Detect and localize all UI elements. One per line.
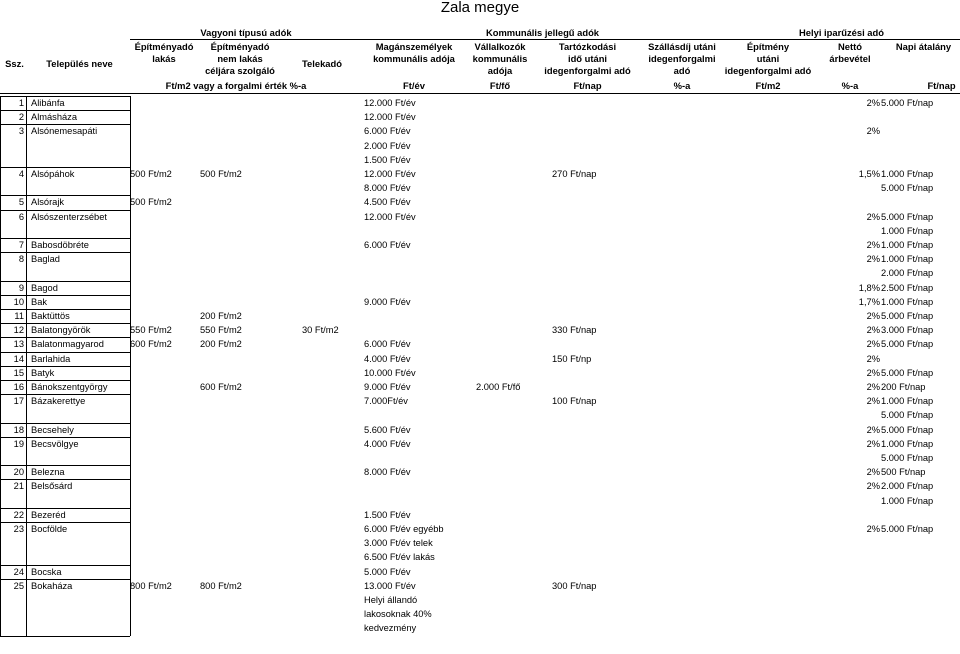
- settlement-name: Balatongyörök: [31, 325, 91, 336]
- row-number: 2: [18, 112, 24, 123]
- column-header-maganszemelyek: kommunális adója: [373, 53, 455, 64]
- row-number: 22: [13, 509, 24, 520]
- value-napi: 5.000 Ft/nap: [881, 339, 934, 350]
- column-header-szallasdij: Szállásdíj utáni: [648, 41, 716, 52]
- value-maganszemelyek: kedvezmény: [364, 623, 417, 634]
- unit-napi: Ft/nap: [927, 80, 956, 91]
- column-header-epitmeny-nemlakas: nem lakás: [217, 53, 263, 64]
- settlement-name: Alsónemesapáti: [31, 126, 98, 137]
- value-netto-pct: 2%: [866, 240, 880, 250]
- row-number: 9: [18, 282, 24, 293]
- row-number: 8: [18, 254, 24, 265]
- value-napi: 5.000 Ft/nap: [881, 367, 934, 378]
- value-napi: 1.000 Ft/nap: [881, 438, 934, 449]
- value-nemlakas: 200 Ft/m2: [200, 311, 242, 321]
- row-number: 20: [13, 467, 24, 478]
- column-header-netto: árbevétel: [829, 53, 871, 64]
- value-netto-pct: 2%: [866, 524, 880, 534]
- settlement-name: Bokaháza: [31, 580, 73, 591]
- value-tartozkodasi: 100 Ft/nap: [552, 396, 597, 407]
- row-number: 16: [13, 382, 24, 392]
- row-separator: [0, 636, 130, 637]
- value-maganszemelyek: 9.000 Ft/év: [364, 382, 411, 392]
- settlement-name: Bázakerettye: [31, 396, 86, 407]
- header-bottom-line: [0, 93, 960, 94]
- column-header-napi: Napi átalány: [895, 41, 952, 52]
- unit-vall: Ft/fő: [489, 80, 511, 91]
- value-napi: 1.000 Ft/nap: [881, 396, 934, 407]
- value-netto-pct: 2%: [866, 382, 880, 392]
- grid-line: [362, 39, 723, 40]
- value-nemlakas: 550 Ft/m2: [200, 325, 242, 336]
- row-number: 6: [18, 211, 24, 222]
- column-header-epitmeny-ifa: idegenforgalmi adó: [724, 65, 812, 76]
- row-number: 7: [18, 240, 24, 250]
- value-maganszemelyek: 3.000 Ft/év telek: [364, 538, 433, 549]
- value-napi: 500 Ft/nap: [881, 467, 926, 478]
- value-napi: 5.000 Ft/nap: [881, 424, 934, 435]
- value-netto-pct: 1,5%: [858, 169, 880, 179]
- value-maganszemelyek: 5.600 Ft/év: [364, 424, 411, 435]
- value-nemlakas: 500 Ft/m2: [200, 169, 242, 179]
- value-maganszemelyek: 6.500 Ft/év lakás: [364, 552, 435, 563]
- unit-epit: Ft/m2: [755, 80, 781, 91]
- column-header-vallalkozok: Vállalkozók: [474, 41, 526, 52]
- settlement-name: Alsópáhok: [31, 169, 75, 179]
- column-header-maganszemelyek: Magánszemélyek: [375, 41, 453, 52]
- value-maganszemelyek: 4.000 Ft/év: [364, 438, 411, 449]
- value-nemlakas: 200 Ft/m2: [200, 339, 242, 350]
- settlement-name: Bocfölde: [31, 524, 68, 534]
- value-maganszemelyek: 7.000Ft/év: [364, 396, 408, 407]
- settlement-name: Bak: [31, 296, 48, 307]
- value-maganszemelyek: 5.000 Ft/év: [364, 566, 411, 577]
- row-number: 18: [13, 424, 24, 435]
- value-maganszemelyek: 8.000 Ft/év: [364, 183, 411, 194]
- value-maganszemelyek: 13.000 Ft/év: [364, 580, 416, 591]
- grid-line: [26, 96, 27, 636]
- settlement-name: Bánokszentgyörgy: [31, 382, 108, 392]
- value-maganszemelyek: 1.500 Ft/év: [364, 509, 411, 520]
- value-netto-pct: 2%: [866, 126, 880, 137]
- value-netto-pct: 2%: [866, 353, 880, 364]
- value-maganszemelyek: 8.000 Ft/év: [364, 467, 411, 478]
- column-header-szallasdij: adó: [673, 65, 691, 76]
- value-tartozkodasi: 300 Ft/nap: [552, 580, 597, 591]
- value-maganszemelyek: lakosoknak 40%: [364, 609, 432, 620]
- value-napi: 5.000 Ft/nap: [881, 524, 934, 534]
- row-number: 24: [13, 566, 24, 577]
- row-number: 14: [13, 353, 24, 364]
- grid-line: [130, 39, 362, 40]
- value-netto-pct: 2%: [866, 438, 880, 449]
- value-maganszemelyek: 12.000 Ft/év: [364, 112, 416, 123]
- value-napi: 5.000 Ft/nap: [881, 410, 934, 421]
- settlement-name: Barlahida: [31, 353, 71, 364]
- value-maganszemelyek: 1.500 Ft/év: [364, 154, 411, 165]
- settlement-name: Alsószenterzsébet: [31, 211, 107, 222]
- value-napi: 5.000 Ft/nap: [881, 183, 934, 194]
- value-maganszemelyek: 4.000 Ft/év: [364, 353, 411, 364]
- settlement-name: Bocska: [31, 566, 62, 577]
- value-nemlakas: 600 Ft/m2: [200, 382, 242, 392]
- value-napi: 1.000 Ft/nap: [881, 225, 934, 236]
- row-number: 15: [13, 367, 24, 378]
- settlement-name: Belsősárd: [31, 481, 73, 492]
- settlement-name: Bagod: [31, 282, 58, 293]
- value-napi: 5.000 Ft/nap: [881, 211, 934, 222]
- settlement-name: Belezna: [31, 467, 65, 478]
- column-header-epitmeny-lakas: lakás: [152, 53, 176, 64]
- value-maganszemelyek: 12.000 Ft/év: [364, 98, 416, 108]
- value-netto-pct: 2%: [866, 424, 880, 435]
- value-netto-pct: 2%: [866, 467, 880, 478]
- value-maganszemelyek: 6.000 Ft/év: [364, 240, 411, 250]
- column-header-telepules: Település neve: [46, 58, 113, 69]
- column-header-epitmeny-ifa: utáni: [756, 53, 780, 64]
- row-number: 25: [13, 580, 24, 591]
- row-number: 21: [13, 481, 24, 492]
- value-netto-pct: 2%: [866, 481, 880, 492]
- settlement-name: Balatonmagyarod: [31, 339, 104, 350]
- column-header-epitmeny-nemlakas: Építményadó: [210, 41, 270, 52]
- value-maganszemelyek: 12.000 Ft/év: [364, 169, 416, 179]
- value-netto-pct: 2%: [866, 211, 880, 222]
- column-header-vallalkozok: adója: [487, 65, 513, 76]
- value-napi: 5.000 Ft/nap: [881, 98, 934, 108]
- value-napi: 5.000 Ft/nap: [881, 453, 934, 463]
- unit-tart: Ft/nap: [573, 80, 602, 91]
- value-lakas: 550 Ft/m2: [130, 325, 172, 336]
- value-vallalkozok: 2.000 Ft/fő: [476, 382, 521, 392]
- value-tartozkodasi: 150 Ft/np: [552, 353, 592, 364]
- value-napi: 1.000 Ft/nap: [881, 240, 934, 250]
- page-title: Zala megye: [440, 0, 520, 16]
- value-netto-pct: 2%: [866, 339, 880, 350]
- column-header-vallalkozok: kommunális: [472, 53, 528, 64]
- settlement-name: Alsórajk: [31, 197, 65, 208]
- settlement-name: Baglad: [31, 254, 60, 265]
- value-lakas: 500 Ft/m2: [130, 169, 172, 179]
- value-napi: 1.000 Ft/nap: [881, 296, 934, 307]
- row-number: 11: [14, 311, 24, 321]
- column-header-epitmeny-ifa: Építmény: [746, 41, 790, 52]
- column-header-szallasdij: idegenforgalmi: [648, 53, 716, 64]
- row-number: 3: [18, 126, 24, 137]
- unit-pct: %-a: [841, 80, 859, 91]
- value-napi: 2.000 Ft/nap: [881, 268, 934, 279]
- group-header-kommunalis: Kommunális jellegű adók: [485, 27, 600, 38]
- value-napi: 2.500 Ft/nap: [881, 282, 934, 293]
- column-header-epitmeny-lakas: Építményadó: [134, 41, 194, 52]
- column-header-tartozkodasi: idő utáni: [567, 53, 608, 64]
- row-number: 13: [13, 339, 24, 350]
- value-maganszemelyek: 2.000 Ft/év: [364, 140, 411, 151]
- value-napi: 5.000 Ft/nap: [881, 311, 934, 321]
- value-napi: 200 Ft/nap: [881, 382, 926, 392]
- value-maganszemelyek: 6.000 Ft/év: [364, 126, 411, 137]
- value-lakas: 800 Ft/m2: [130, 580, 172, 591]
- grid-line: [723, 39, 960, 40]
- value-telek: 30 Ft/m2: [302, 325, 339, 336]
- value-maganszemelyek: 6.000 Ft/év egyébb: [364, 524, 444, 534]
- settlement-name: Babosdöbréte: [31, 240, 89, 250]
- value-netto-pct: 2%: [866, 98, 880, 108]
- value-napi: 3.000 Ft/nap: [881, 325, 934, 336]
- column-header-netto: Nettó: [838, 41, 862, 52]
- settlement-name: Becsehely: [31, 424, 74, 435]
- group-header-vagyoni: Vagyoni típusú adók: [200, 27, 292, 38]
- value-netto-pct: 2%: [866, 325, 880, 336]
- value-maganszemelyek: 6.000 Ft/év: [364, 339, 411, 350]
- settlement-name: Alibánfa: [31, 98, 65, 108]
- value-maganszemelyek: 9.000 Ft/év: [364, 296, 411, 307]
- unit-szall: %-a: [673, 80, 691, 91]
- value-netto-pct: 1,7%: [858, 296, 880, 307]
- value-napi: 2.000 Ft/nap: [881, 481, 934, 492]
- row-number: 23: [13, 524, 24, 534]
- row-number: 12: [13, 325, 24, 336]
- row-number: 5: [18, 197, 24, 208]
- value-napi: 1.000 Ft/nap: [881, 495, 934, 506]
- value-maganszemelyek: 10.000 Ft/év: [364, 367, 416, 378]
- value-napi: 1.000 Ft/nap: [881, 169, 934, 179]
- row-number: 10: [13, 296, 24, 307]
- column-header-telekado: Telekadó: [302, 58, 342, 69]
- value-lakas: 600 Ft/m2: [130, 339, 172, 350]
- row-number: 4: [18, 169, 24, 179]
- row-number: 1: [18, 98, 24, 108]
- value-nemlakas: 800 Ft/m2: [200, 580, 242, 591]
- value-netto-pct: 2%: [866, 396, 880, 407]
- row-number: 17: [13, 396, 24, 407]
- unit-vagyoni: Ft/m2 vagy a forgalmi érték %-a: [165, 80, 307, 91]
- column-header-epitmeny-nemlakas: céljára szolgáló: [205, 65, 275, 76]
- value-netto-pct: 2%: [866, 311, 880, 321]
- value-maganszemelyek: Helyi állandó: [364, 595, 418, 605]
- value-lakas: 500 Ft/m2: [130, 197, 172, 208]
- column-header-tartozkodasi: idegenforgalmi adó: [544, 65, 631, 76]
- value-tartozkodasi: 330 Ft/nap: [552, 325, 597, 336]
- settlement-name: Bezeréd: [31, 509, 66, 520]
- settlement-name: Becsvölgye: [31, 438, 79, 449]
- row-number: 19: [13, 438, 24, 449]
- unit-mag: Ft/év: [403, 80, 425, 91]
- settlement-name: Almásháza: [31, 112, 77, 123]
- column-header-ssz: Ssz.: [5, 58, 24, 69]
- settlement-name: Batyk: [31, 367, 55, 378]
- value-netto-pct: 2%: [866, 254, 880, 265]
- value-tartozkodasi: 270 Ft/nap: [552, 169, 597, 179]
- value-maganszemelyek: 4.500 Ft/év: [364, 197, 411, 208]
- value-netto-pct: 1,8%: [858, 282, 880, 293]
- group-header-ipar: Helyi iparűzési adó: [799, 27, 884, 38]
- column-header-tartozkodasi: Tartózkodási: [558, 41, 617, 52]
- value-napi: 1.000 Ft/nap: [881, 254, 934, 265]
- value-netto-pct: 2%: [866, 367, 880, 378]
- settlement-name: Baktüttös: [31, 311, 70, 321]
- value-maganszemelyek: 12.000 Ft/év: [364, 211, 416, 222]
